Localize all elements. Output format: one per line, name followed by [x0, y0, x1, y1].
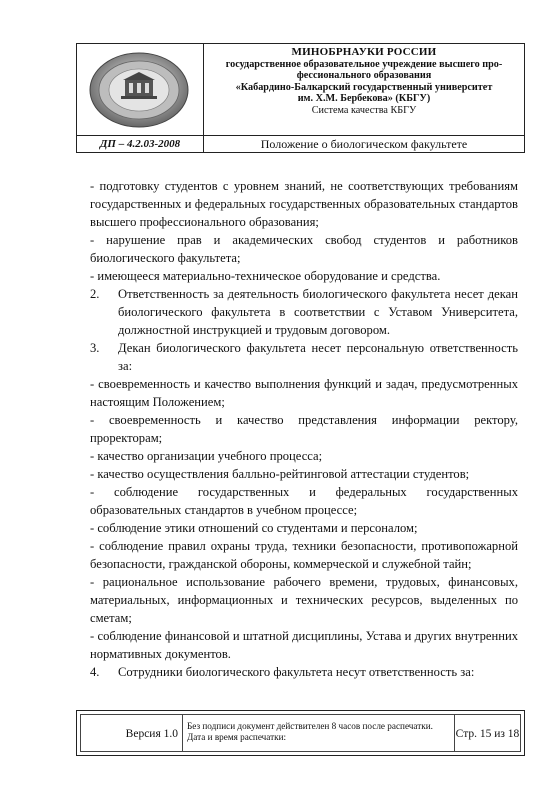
paragraph: - соблюдение финансовой и штатной дисциплины, Устава и других внутренних нормативных документов.: [90, 629, 518, 661]
document-footer-table: [76, 710, 525, 756]
validity-note-line1: Без подписи документ действителен 8 часов после распечатки.: [187, 721, 433, 731]
item-text: Сотрудники биологического факультета несут ответственность за:: [118, 665, 475, 679]
document-code: ДП – 4.2.03-2008: [77, 136, 204, 153]
numbered-item-3: [90, 339, 518, 375]
numbered-item-4: [90, 663, 518, 681]
paragraph: - имеющееся материально-техническое оборудование и средства.: [90, 269, 441, 283]
item-number: 3.: [90, 341, 100, 355]
paragraph: - своевременность и качество представления информации ректору, проректорам;: [90, 413, 518, 445]
paragraph: - своевременность и качество выполнения функций и задач, предусмотренных настоящим Положением;: [90, 377, 518, 409]
print-date-label: Дата и время распечатки:: [187, 732, 287, 742]
paragraph: - соблюдение этики отношений со студентами и персоналом;: [90, 521, 418, 535]
paragraph: - качество осуществления балльно-рейтинговой аттестации студентов;: [90, 467, 470, 481]
document-body: [90, 177, 518, 681]
footer-inner-frame: [80, 714, 521, 752]
university-seal-icon: [77, 44, 202, 133]
numbered-item-2: [90, 285, 518, 339]
header-row-document-id: [77, 135, 524, 153]
paragraph: - нарушение прав и академических свобод студентов и работников биологического факультета;: [90, 233, 518, 265]
page-number: Стр. 15 из 18: [455, 728, 520, 740]
organization-info: [204, 44, 524, 135]
item-text: Ответственность за деятельность биологического факультета несет декан биологического факультета в соответствии с Уставом Университета, должностной инструкцией и трудовым договором.: [118, 287, 518, 337]
institution-type-line1: государственное образовательное учреждение высшего про-: [225, 58, 503, 70]
paragraph: - соблюдение правил охраны труда, техники безопасности, противопожарной безопасности, гражданской обороны, коммерческой и служебной тайн;: [90, 539, 518, 571]
document-header-table: [76, 43, 525, 153]
paragraph: - рациональное использование рабочего времени, трудовых, финансовых, материальных, информационных и технических ресурсов, выделенных по сметам;: [90, 575, 518, 625]
institution-type-line2: фессионального образования: [296, 70, 432, 82]
ministry-name: МИНОБРНАУКИ РОССИИ: [291, 46, 437, 58]
version-label: Версия 1.0: [81, 715, 183, 751]
university-name-line2: им. Х.М. Бербекова» (КБГУ): [297, 93, 431, 105]
print-validity-note: [183, 715, 455, 751]
document-title: Положение о биологическом факультете: [260, 137, 468, 151]
paragraph: - качество организации учебного процесса;: [90, 449, 323, 463]
quality-system-label: Система качества КБГУ: [311, 104, 417, 116]
item-text: Декан биологического факультета несет персональную ответственность за:: [118, 341, 518, 373]
university-name-line1: «Кабардино-Балкарский государственный университет: [235, 81, 493, 93]
item-number: 4.: [90, 665, 100, 679]
paragraph: - подготовку студентов с уровнем знаний, не соответствующих требованиям государственных и федеральных государственных образовательных стандартов высшего профессионального образования;: [90, 179, 518, 229]
paragraph: - соблюдение государственных и федеральных государственных образовательных стандартов в учебном процессе;: [90, 485, 518, 517]
university-seal-cell: [77, 44, 204, 135]
item-number: 2.: [90, 287, 100, 301]
